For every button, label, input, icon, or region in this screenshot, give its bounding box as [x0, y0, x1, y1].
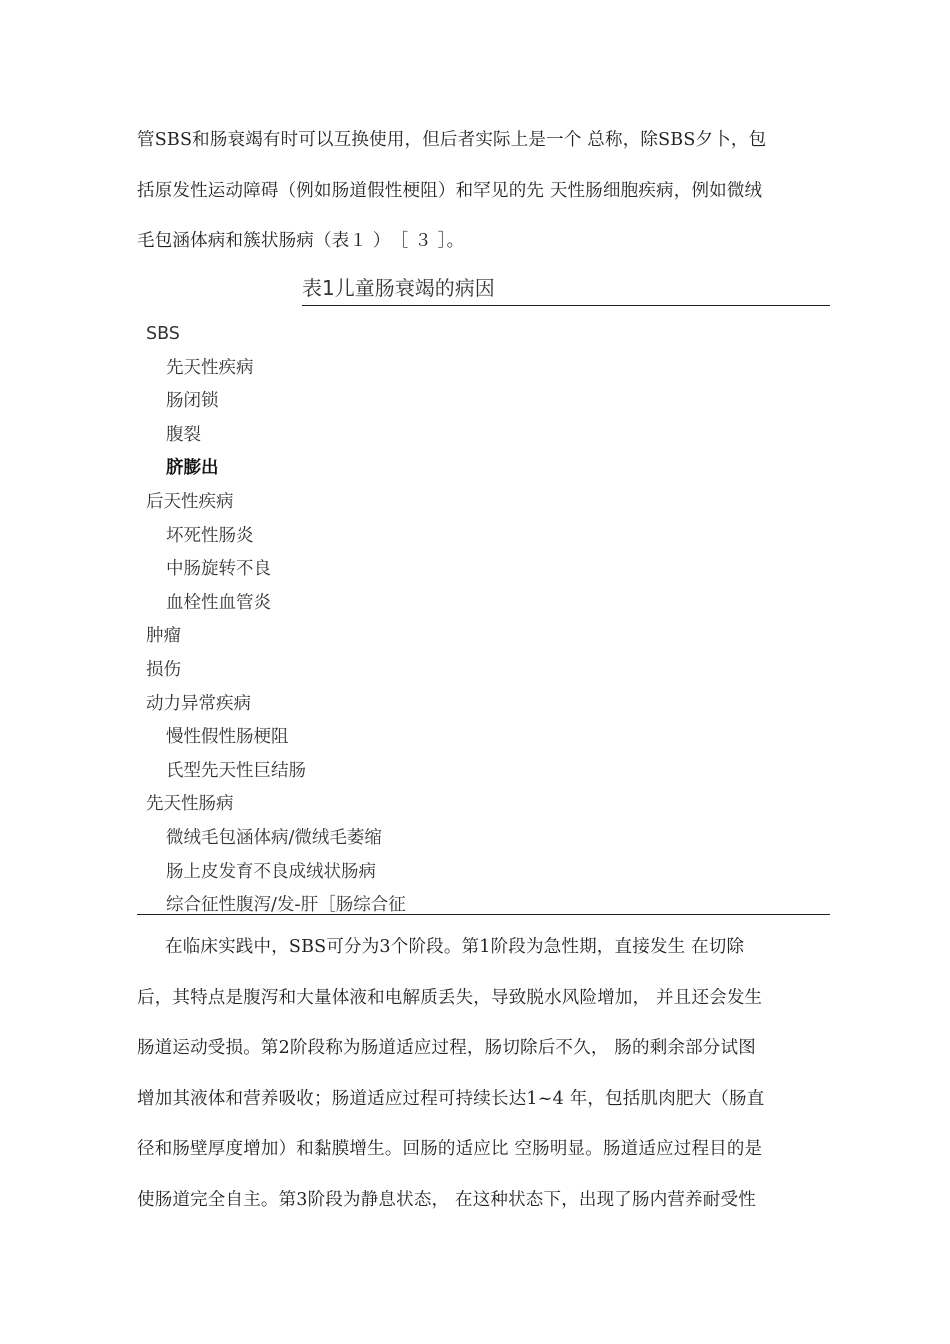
table-row: 肠闭锁 [166, 391, 219, 412]
paragraph-line: 管SBS和肠衰竭有时可以互换使用，但后者实际上是一个 总称，除SBS夕卜，包 [137, 130, 767, 150]
table-row: 中肠旋转不良 [166, 559, 271, 580]
table-row: 慢性假性肠梗阻 [166, 727, 289, 748]
table-row: 后天性疾病 [146, 491, 234, 512]
table-row: 先天性肠病 [146, 794, 234, 815]
intro-paragraph [137, 115, 837, 267]
paragraph-line: 肠道运动受损。第2阶段称为肠道适应过程，肠切除后不久， 肠的剩余部分试图 [137, 1038, 756, 1058]
table-top-rule [302, 305, 830, 306]
paragraph-line: 括原发性运动障碍（例如肠道假性梗阻）和罕见的先 天性肠细胞疾病，例如微绒 [137, 180, 763, 201]
table-row: 微绒毛包涵体病/微绒毛萎缩 [166, 827, 382, 848]
table-row: 脐膨出 [166, 458, 219, 479]
table-row: 综合征性腹泻/发-肝［肠综合征 [166, 895, 406, 916]
paragraph-line: 后，其特点是腹泻和大量体液和电解质丢失，导致脱水风险增加， 并且还会发生 [137, 987, 763, 1008]
table-row: 腹裂 [166, 424, 201, 445]
table-row: 坏死性肠炎 [166, 525, 254, 546]
paragraph-line: 毛包涵体病和簇状肠病（表１ ） ［ ３ ］。 [137, 231, 465, 251]
paragraph-line: 使肠道完全自主。第3阶段为静息状态， 在这种状态下，出现了肠内营养耐受性 [137, 1189, 756, 1210]
paragraph-line: 在临床实践中，SBS可分为3个阶段。第1阶段为急性期，直接发生 在切除 [165, 937, 745, 957]
table-row: 氏型先天性巨结肠 [166, 760, 306, 781]
table-row: 血栓性血管炎 [166, 592, 271, 613]
table-row: 动力异常疾病 [146, 693, 251, 714]
table-bottom-rule [137, 914, 830, 915]
table-row: 肠上皮发育不良成绒状肠病 [166, 861, 376, 882]
table-row: SBS [146, 324, 180, 344]
etiology-table [146, 318, 406, 923]
table-row: 损伤 [146, 659, 181, 680]
paragraph-line: 增加其液体和营养吸收；肠道适应过程可持续长达1~4 年，包括肌肉肥大（肠直 [137, 1088, 765, 1109]
table-caption: 表1儿童肠衰竭的病因 [302, 276, 495, 300]
paragraph-line: 径和肠壁厚度增加）和黏膜增生。回肠的适应比 空肠明显。肠道适应过程目的是 [137, 1139, 763, 1159]
stages-paragraph [137, 922, 837, 1225]
table-row: 先天性疾病 [166, 357, 254, 378]
table-row: 肿瘤 [146, 626, 181, 647]
